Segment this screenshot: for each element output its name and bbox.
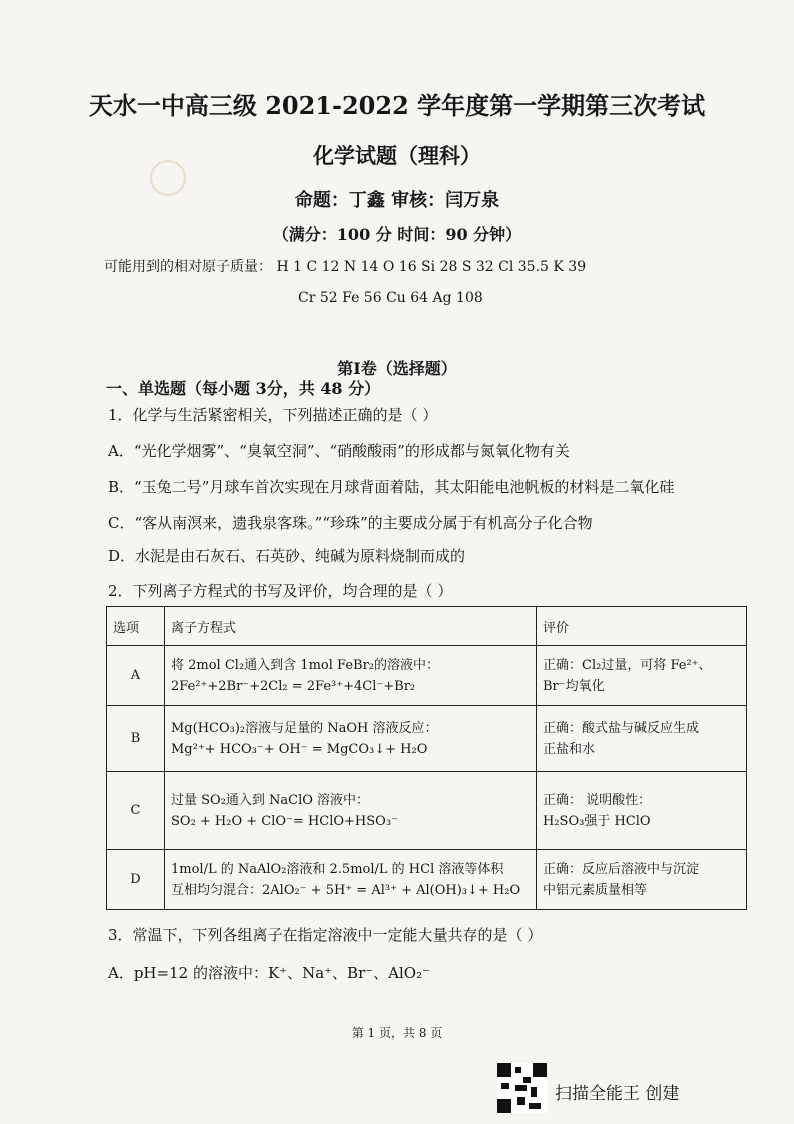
- page-footer: 第 1 页，共 8 页: [351, 1026, 443, 1040]
- header-equation: 离子方程式: [165, 607, 537, 646]
- header-option: 选项: [107, 607, 165, 646]
- table-header-row: [107, 607, 747, 646]
- scanner-watermark: 扫描全能王 创建: [555, 1084, 680, 1104]
- option-label: B: [107, 706, 165, 772]
- question-3-option-a: A．pH=12 的溶液中：K⁺、Na⁺、Br⁻、AlO₂⁻: [108, 964, 431, 982]
- exam-score-time: （满分：100 分 时间：90 分钟）: [272, 225, 522, 244]
- table-row: [107, 706, 747, 772]
- evaluation-text: 正确：反应后溶液中与沉淀: [543, 861, 700, 877]
- atomic-masses-line2: Cr 52 Fe 56 Cu 64 Ag 108: [298, 290, 483, 306]
- evaluation-text: 正盐和水: [543, 741, 596, 757]
- evaluation-text: 正确：酸式盐与碱反应生成: [543, 720, 700, 736]
- qr-code-icon: [497, 1063, 547, 1113]
- question-1-option-b: B．“玉兔二号”月球车首次实现在月球背面着陆，其太阳能电池帆板的材料是二氧化硅: [108, 478, 675, 496]
- question-1-option-c: C．“客从南溟来，遗我泉客珠。”“珍珠”的主要成分属于有机高分子化合物: [108, 514, 593, 532]
- option-label: A: [107, 646, 165, 706]
- table-row: [107, 850, 747, 910]
- equation-text: 将 2mol Cl₂通入到含 1mol FeBr₂的溶液中：: [171, 657, 439, 673]
- evaluation-cell: [537, 850, 747, 910]
- equation-cell: [165, 646, 537, 706]
- question-1-option-a: A．“光化学烟雾”、“臭氧空洞”、“硝酸酸雨”的形成都与氮氧化物有关: [108, 442, 570, 460]
- evaluation-text: Br⁻均氧化: [543, 678, 605, 694]
- evaluation-text: H₂SO₃强于 HClO: [543, 813, 651, 829]
- option-label: D: [107, 850, 165, 910]
- evaluation-text: 正确： 说明酸性：: [543, 792, 652, 808]
- equation-formula: 2Fe²⁺+2Br⁻+2Cl₂ = 2Fe³⁺+4Cl⁻+Br₂: [171, 678, 416, 694]
- question-2-table: [106, 606, 747, 910]
- question-2-stem: 2．下列离子方程式的书写及评价，均合理的是（ ）: [108, 582, 453, 600]
- equation-text: 1mol/L 的 NaAlO₂溶液和 2.5mol/L 的 HCl 溶液等体积: [171, 861, 504, 877]
- equation-text: Mg(HCO₃)₂溶液与足量的 NaOH 溶液反应：: [171, 720, 438, 736]
- question-1-option-d: D．水泥是由石灰石、石英砂、纯碱为原料烧制而成的: [108, 547, 466, 565]
- question-1-stem: 1．化学与生活紧密相关，下列描述正确的是（ ）: [108, 406, 438, 424]
- exam-title: 天水一中高三级 2021-2022 学年度第一学期第三次考试: [88, 91, 706, 120]
- exam-subtitle: 化学试题（理科）: [313, 143, 481, 168]
- exam-authors: 命题：丁鑫 审核：闫万泉: [294, 190, 500, 211]
- equation-formula: 互相均匀混合：2AlO₂⁻ + 5H⁺ = Al³⁺ + Al(OH)₃↓+ H₂O: [171, 882, 521, 898]
- atomic-masses-line1: 可能用到的相对原子质量： H 1 C 12 N 14 O 16 Si 28 S 32 Cl 35.5 K 39: [104, 259, 587, 275]
- equation-formula: Mg²⁺+ HCO₃⁻+ OH⁻ = MgCO₃↓+ H₂O: [171, 741, 428, 757]
- evaluation-cell: [537, 706, 747, 772]
- equation-cell: [165, 772, 537, 850]
- table-row: [107, 772, 747, 850]
- part-heading: 一、单选题（每小题 3分，共 48 分）: [106, 379, 381, 398]
- evaluation-cell: [537, 772, 747, 850]
- question-3-stem: 3．常温下，下列各组离子在指定溶液中一定能大量共存的是（ ）: [108, 926, 543, 944]
- table-row: [107, 646, 747, 706]
- evaluation-cell: [537, 646, 747, 706]
- equation-text: 过量 SO₂通入到 NaClO 溶液中：: [171, 792, 370, 808]
- evaluation-text: 正确：Cl₂过量，可将 Fe²⁺、: [543, 657, 712, 673]
- option-label: C: [107, 772, 165, 850]
- equation-formula: SO₂ + H₂O + ClO⁻= HClO+HSO₃⁻: [171, 813, 398, 829]
- section-heading: 第Ⅰ卷（选择题）: [337, 359, 457, 378]
- header-evaluation: 评价: [537, 607, 747, 646]
- equation-cell: [165, 850, 537, 910]
- evaluation-text: 中铝元素质量相等: [543, 882, 648, 898]
- equation-cell: [165, 706, 537, 772]
